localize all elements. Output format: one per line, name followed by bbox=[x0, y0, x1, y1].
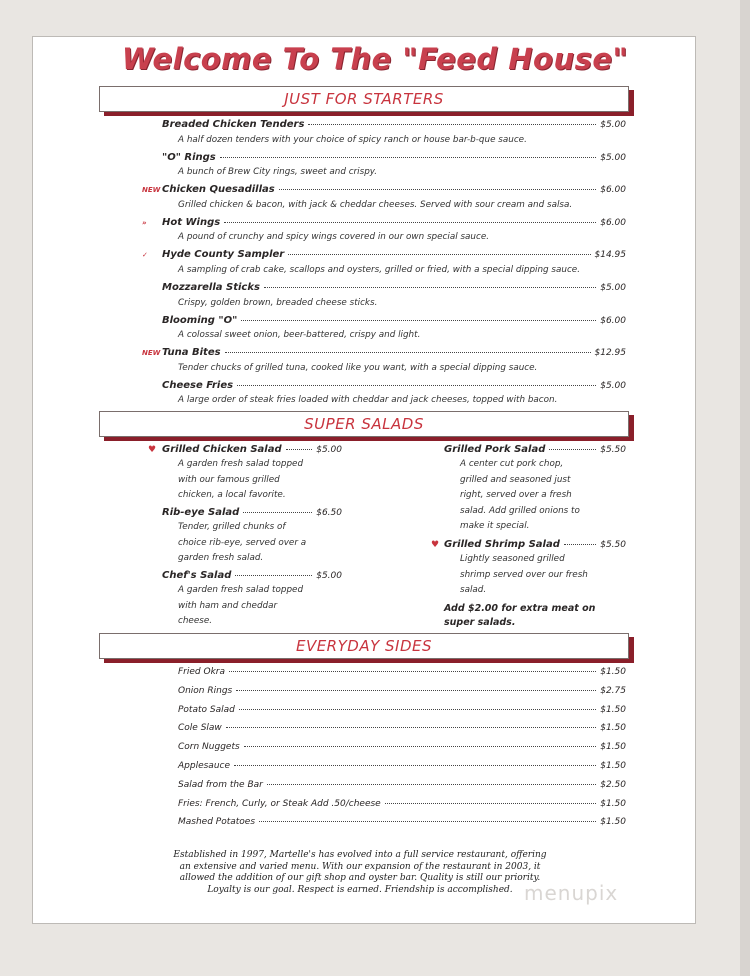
starter-desc: A large order of steak fries loaded with cheddar and jack cheeses, topped with bacon. bbox=[178, 395, 558, 406]
salads-heading: SUPER SALADS bbox=[304, 415, 424, 433]
starter-desc: Crispy, golden brown, breaded cheese sticks. bbox=[178, 297, 378, 308]
leader-dots bbox=[225, 352, 591, 353]
starter-item bbox=[162, 315, 626, 329]
salad-desc-line: with our famous grilled bbox=[178, 474, 280, 485]
leader-dots bbox=[220, 157, 596, 158]
side-item bbox=[178, 780, 626, 794]
salad-desc-line: grilled and seasoned just bbox=[460, 474, 571, 485]
starter-name: Cheese Fries bbox=[162, 379, 234, 391]
salad-desc-line: right, served over a fresh bbox=[460, 490, 572, 500]
heart-icon: ♥ bbox=[148, 445, 157, 455]
leader-dots bbox=[239, 709, 596, 710]
leader-dots bbox=[308, 124, 596, 125]
salad-desc-line: Lightly seasoned grilled bbox=[460, 554, 565, 564]
salad-price: $5.50 bbox=[600, 540, 626, 550]
starter-desc: A bunch of Brew City rings, sweet and crispy. bbox=[178, 167, 378, 178]
leader-dots bbox=[279, 189, 597, 190]
leader-dots bbox=[243, 512, 312, 513]
leader-dots bbox=[564, 544, 596, 545]
starter-price: $12.95 bbox=[594, 348, 626, 359]
side-item bbox=[178, 667, 626, 681]
page-edge bbox=[740, 0, 750, 976]
leader-dots bbox=[234, 765, 596, 766]
salad-item bbox=[162, 444, 342, 458]
salad-desc bbox=[178, 520, 306, 567]
salad-desc bbox=[460, 457, 580, 535]
side-name: Salad from the Bar bbox=[178, 779, 263, 790]
side-item bbox=[178, 817, 626, 831]
starter-name: "O" Rings bbox=[162, 151, 216, 163]
starter-item bbox=[162, 380, 626, 394]
footer-line: an extensive and varied menu. With our expansion of the restaurant in 2003, it bbox=[179, 861, 541, 872]
footer-line: Established in 1997, Martelle's has evolved into a full service restaurant, offering bbox=[173, 850, 547, 860]
starter-price: $14.95 bbox=[594, 250, 626, 261]
salad-desc-line: A garden fresh salad topped bbox=[178, 459, 304, 469]
salad-desc-line: shrimp served over our fresh bbox=[460, 569, 588, 580]
side-name: Potato Salad bbox=[178, 704, 235, 715]
salad-name: Grilled Chicken Salad bbox=[162, 444, 282, 455]
salad-desc bbox=[460, 552, 588, 599]
side-price: $1.50 bbox=[600, 667, 626, 677]
side-name: Applesauce bbox=[178, 761, 231, 771]
starter-name: Breaded Chicken Tenders bbox=[162, 119, 305, 130]
salad-desc-line: choice rib-eye, served over a bbox=[178, 537, 307, 548]
leader-dots bbox=[288, 254, 590, 255]
side-name: Fries: French, Curly, or Steak Add .50/cheese bbox=[178, 798, 381, 809]
sides-heading: EVERYDAY SIDES bbox=[295, 637, 433, 655]
leader-dots bbox=[235, 575, 312, 576]
salad-desc-line: A garden fresh salad topped bbox=[178, 585, 304, 595]
heart-icon: ♥ bbox=[431, 540, 440, 550]
starters-banner bbox=[99, 86, 629, 112]
starter-name: Chicken Quesadillas bbox=[162, 184, 275, 196]
side-item bbox=[178, 761, 626, 775]
side-name: Fried Okra bbox=[178, 667, 225, 677]
leader-dots bbox=[286, 449, 313, 450]
salad-note-line: super salads. bbox=[444, 617, 516, 628]
salad-item bbox=[162, 507, 342, 521]
side-item bbox=[178, 686, 626, 700]
menu-title: Welcome To The "Feed House" bbox=[121, 42, 629, 76]
salad-name: Rib-eye Salad bbox=[162, 507, 240, 518]
side-price: $1.50 bbox=[600, 704, 626, 715]
salad-desc-line: with ham and cheddar bbox=[178, 600, 278, 611]
side-name: Mashed Potatoes bbox=[178, 817, 256, 828]
side-price: $1.50 bbox=[600, 761, 626, 771]
salad-desc-line: Tender, grilled chunks of bbox=[178, 522, 286, 532]
side-price: $1.50 bbox=[600, 817, 626, 828]
salad-desc-line: cheese. bbox=[178, 616, 213, 626]
starter-price: $5.00 bbox=[600, 152, 626, 163]
side-price: $1.50 bbox=[600, 723, 626, 734]
leader-dots bbox=[259, 821, 596, 822]
starter-price: $5.00 bbox=[600, 120, 626, 130]
salad-desc-line: chicken, a local favorite. bbox=[178, 490, 286, 500]
leader-dots bbox=[241, 320, 596, 321]
salad-desc-line: salad. bbox=[460, 585, 487, 595]
footer-line: Loyalty is our goal. Respect is earned. Friendship is accomplished. bbox=[207, 884, 513, 895]
starter-item bbox=[162, 119, 626, 133]
starter-price: $6.00 bbox=[600, 217, 626, 228]
leader-dots bbox=[264, 287, 596, 288]
starter-mark-icon: » bbox=[142, 218, 147, 227]
starters-heading: JUST FOR STARTERS bbox=[284, 90, 444, 108]
starter-mark-icon: NEW bbox=[142, 349, 161, 358]
starter-item bbox=[162, 152, 626, 166]
leader-dots bbox=[226, 727, 596, 728]
starter-item bbox=[162, 282, 626, 296]
side-item bbox=[178, 723, 626, 737]
side-item bbox=[178, 799, 626, 813]
starter-price: $6.00 bbox=[600, 315, 626, 326]
salad-price: $5.50 bbox=[600, 445, 626, 455]
leader-dots bbox=[236, 690, 596, 691]
starter-item bbox=[162, 249, 626, 263]
side-price: $2.75 bbox=[600, 685, 626, 696]
salad-name: Chef's Salad bbox=[162, 570, 232, 581]
side-item bbox=[178, 742, 626, 756]
salad-item bbox=[444, 539, 626, 553]
starter-item bbox=[162, 184, 626, 198]
salad-note-line: Add $2.00 for extra meat on bbox=[444, 603, 596, 614]
salad-desc-line: A center cut pork chop, bbox=[460, 459, 564, 469]
salad-item bbox=[162, 570, 342, 584]
starter-item bbox=[162, 347, 626, 361]
leader-dots bbox=[229, 671, 596, 672]
starter-desc: A pound of crunchy and spicy wings covered in our own special sauce. bbox=[178, 232, 490, 243]
starter-price: $6.00 bbox=[600, 185, 626, 196]
starter-name: Blooming "O" bbox=[162, 314, 238, 326]
starter-name: Tuna Bites bbox=[162, 347, 221, 359]
side-name: Cole Slaw bbox=[178, 723, 222, 734]
salad-item bbox=[444, 444, 626, 458]
leader-dots bbox=[549, 449, 596, 450]
salad-desc-line: make it special. bbox=[460, 521, 530, 531]
starter-desc: Grilled chicken & bacon, with jack & cheddar cheeses. Served with sour cream and salsa. bbox=[178, 199, 573, 210]
starter-desc: A colossal sweet onion, beer-battered, crispy and light. bbox=[178, 330, 421, 341]
salads-banner bbox=[99, 411, 629, 437]
leader-dots bbox=[267, 784, 596, 785]
starter-desc: A half dozen tenders with your choice of spicy ranch or house bar-b-que sauce. bbox=[178, 134, 527, 145]
salad-desc bbox=[178, 457, 303, 504]
side-price: $1.50 bbox=[600, 798, 626, 809]
side-name: Corn Nuggets bbox=[178, 742, 240, 753]
sides-banner bbox=[99, 633, 629, 659]
starter-name: Hot Wings bbox=[162, 216, 221, 228]
starter-price: $5.00 bbox=[600, 283, 626, 293]
leader-dots bbox=[385, 803, 597, 804]
salad-name: Grilled Pork Salad bbox=[444, 444, 546, 455]
salad-desc-line: salad. Add grilled onions to bbox=[460, 505, 580, 516]
salad-price: $5.00 bbox=[316, 571, 342, 581]
starter-name: Hyde County Sampler bbox=[162, 249, 285, 261]
starter-desc: A sampling of crab cake, scallops and oysters, grilled or fried, with a special dipping sauce. bbox=[178, 264, 581, 275]
starter-name: Mozzarella Sticks bbox=[162, 282, 260, 293]
salad-desc-line: garden fresh salad. bbox=[178, 553, 264, 563]
leader-dots bbox=[244, 746, 597, 747]
salad-desc bbox=[178, 583, 303, 630]
side-price: $1.50 bbox=[600, 742, 626, 753]
salad-price: $6.50 bbox=[316, 508, 342, 518]
starter-desc: Tender chucks of grilled tuna, cooked like you want, with a special dipping sauce. bbox=[178, 362, 538, 373]
starter-mark-icon: NEW bbox=[142, 186, 161, 195]
salad-name: Grilled Shrimp Salad bbox=[444, 539, 560, 550]
salad-note bbox=[444, 602, 624, 630]
footer-line: allowed the addition of our gift shop and oyster bar. Quality is still our priority. bbox=[179, 873, 541, 883]
salad-price: $5.00 bbox=[316, 445, 342, 455]
side-name: Onion Rings bbox=[178, 685, 233, 696]
starter-mark-icon: ✓ bbox=[142, 251, 148, 260]
leader-dots bbox=[237, 385, 596, 386]
starter-price: $5.00 bbox=[600, 380, 626, 391]
watermark: menupix bbox=[524, 881, 619, 905]
starter-item bbox=[162, 217, 626, 231]
leader-dots bbox=[224, 222, 596, 223]
side-price: $2.50 bbox=[600, 779, 626, 790]
footer-text bbox=[150, 850, 570, 896]
side-item bbox=[178, 705, 626, 719]
